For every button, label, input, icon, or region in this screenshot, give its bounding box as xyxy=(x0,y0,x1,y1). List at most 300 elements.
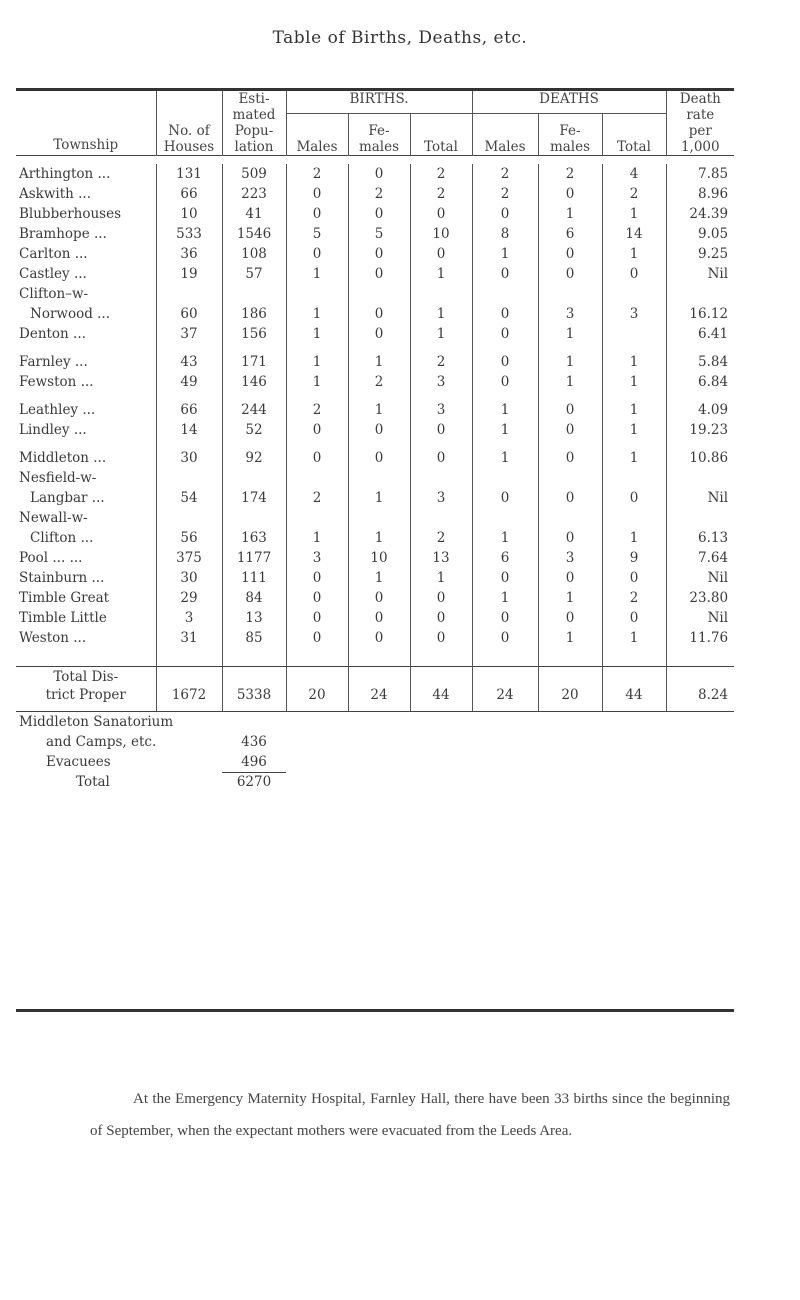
table-row xyxy=(16,164,734,184)
cell-d_m: 1 xyxy=(472,244,538,264)
spacer-cell xyxy=(16,440,156,448)
cell-d_m: 0 xyxy=(472,568,538,588)
cell-b_f: 0 xyxy=(348,628,410,648)
cell-b_t: 0 xyxy=(410,244,472,264)
cell-b_m: 1 xyxy=(286,528,348,548)
cell-houses: 14 xyxy=(156,420,222,440)
cell-rate: 10.86 xyxy=(689,450,729,466)
spacer-cell xyxy=(410,440,472,448)
empty-cell xyxy=(286,284,348,304)
cell-b_f: 0 xyxy=(348,324,410,344)
cell-rate: 6.41 xyxy=(698,326,729,342)
empty-cell xyxy=(156,284,222,304)
cell-b_t: 1 xyxy=(410,264,472,284)
cell-b_t: 3 xyxy=(410,372,472,392)
empty-cell xyxy=(410,468,472,488)
cell-houses: 19 xyxy=(156,264,222,284)
cell-d_t: 1 xyxy=(602,528,666,548)
cell-rate: 6.84 xyxy=(698,374,729,390)
spacer-cell xyxy=(222,648,286,667)
cell-pop: 13 xyxy=(222,608,286,628)
cell-b_t: 1 xyxy=(410,304,472,324)
cell-b_m: 1 xyxy=(286,304,348,324)
cell-b_t: 0 xyxy=(410,204,472,224)
cell-pop: 171 xyxy=(222,352,286,372)
header-births-total: Total xyxy=(410,113,472,155)
cell-rate: 8.96 xyxy=(698,186,729,202)
cell-houses: 533 xyxy=(156,224,222,244)
cell-houses: 37 xyxy=(156,324,222,344)
cell-rate: 9.05 xyxy=(698,226,729,242)
sanatorium-row xyxy=(16,712,734,733)
empty-cell xyxy=(222,468,286,488)
cell-d_f: 3 xyxy=(538,548,602,568)
empty-cell xyxy=(156,667,222,688)
cell-b_m: 0 xyxy=(286,448,348,468)
cell-b_f: 0 xyxy=(348,204,410,224)
cell-rate: Nil xyxy=(707,490,729,506)
cell-d_m: 0 xyxy=(472,352,538,372)
cell-rate: 23.80 xyxy=(689,590,729,606)
township-prefix-row xyxy=(16,284,734,304)
cell-houses: 375 xyxy=(156,548,222,568)
cell-b_t: 2 xyxy=(410,184,472,204)
spacer-cell xyxy=(222,440,286,448)
township-name: Pool ... ... xyxy=(16,548,156,568)
spacer-cell xyxy=(222,344,286,352)
table-row xyxy=(16,204,734,224)
table-row xyxy=(16,420,734,440)
cell-d_f: 0 xyxy=(538,264,602,284)
header-births-females-line1: Fe- xyxy=(368,123,390,139)
empty-cell xyxy=(222,284,286,304)
spacer-cell xyxy=(348,440,410,448)
spacer-cell xyxy=(472,440,538,448)
cell-houses: 131 xyxy=(156,164,222,184)
table-row xyxy=(16,324,734,344)
township-name: Castley ... xyxy=(16,264,156,284)
spacer-cell xyxy=(16,344,156,352)
empty-cell xyxy=(286,772,734,792)
spacer-cell xyxy=(16,648,156,667)
table-row xyxy=(16,488,734,508)
cell-d_t: 1 xyxy=(602,420,666,440)
table-row xyxy=(16,448,734,468)
header-death-rate-line1: Death xyxy=(679,91,721,107)
cell-houses: 66 xyxy=(156,400,222,420)
cell-b_t: 0 xyxy=(410,628,472,648)
table-row xyxy=(16,352,734,372)
empty-cell xyxy=(538,284,602,304)
cell-pop: 84 xyxy=(222,588,286,608)
cell-pop: 156 xyxy=(222,324,286,344)
spacer-cell xyxy=(16,392,156,400)
sanatorium-row-value xyxy=(222,712,286,733)
cell-d_t: 1 xyxy=(602,352,666,372)
cell-d_f: 0 xyxy=(538,420,602,440)
cell-b_m: 1 xyxy=(286,372,348,392)
note-text: At the Emergency Maternity Hospital, Farnley Hall, there have been 33 births since the beginning of September, when the expectant mothers were evacuated from the Leeds Area. xyxy=(90,1091,730,1139)
township-name: Middleton ... xyxy=(16,448,156,468)
cell-d_m: 6 xyxy=(472,548,538,568)
cell-rate: Nil xyxy=(707,570,729,586)
cell-pop: 92 xyxy=(222,448,286,468)
header-births: BIRTHS. xyxy=(286,91,472,113)
empty-cell xyxy=(602,508,666,528)
cell-b_f: 1 xyxy=(348,400,410,420)
empty-cell xyxy=(410,667,472,688)
township-name: Arthington ... xyxy=(16,164,156,184)
spacer-cell xyxy=(156,440,222,448)
total-pop: 5338 xyxy=(222,687,286,712)
table-row xyxy=(16,372,734,392)
spacer-cell xyxy=(286,648,348,667)
cell-pop: 509 xyxy=(222,164,286,184)
cell-b_m: 0 xyxy=(286,608,348,628)
cell-d_m: 1 xyxy=(472,588,538,608)
sanatorium-camps-row xyxy=(16,732,734,752)
township-prefix: Clifton–w- xyxy=(16,284,156,304)
cell-pop: 146 xyxy=(222,372,286,392)
township-name: Lindley ... xyxy=(16,420,156,440)
empty-cell xyxy=(472,468,538,488)
cell-d_m: 1 xyxy=(472,448,538,468)
cell-b_t: 10 xyxy=(410,224,472,244)
township-name: Bramhope ... xyxy=(16,224,156,244)
spacer-cell xyxy=(602,392,666,400)
township-name: Blubberhouses xyxy=(16,204,156,224)
table-row xyxy=(16,588,734,608)
cell-d_m: 1 xyxy=(472,400,538,420)
cell-pop: 85 xyxy=(222,628,286,648)
spacer-cell xyxy=(410,344,472,352)
cell-d_t: 1 xyxy=(602,204,666,224)
cell-houses: 29 xyxy=(156,588,222,608)
table-row xyxy=(16,244,734,264)
cell-d_t: 2 xyxy=(602,588,666,608)
total-b_m: 20 xyxy=(286,687,348,712)
cell-rate: 4.09 xyxy=(698,402,729,418)
cell-b_m: 1 xyxy=(286,324,348,344)
total-d_f: 20 xyxy=(538,687,602,712)
cell-b_t: 0 xyxy=(410,608,472,628)
empty-cell xyxy=(472,284,538,304)
cell-b_t: 1 xyxy=(410,568,472,588)
empty-cell xyxy=(472,667,538,688)
cell-b_t: 3 xyxy=(410,488,472,508)
cell-pop: 52 xyxy=(222,420,286,440)
empty-cell xyxy=(410,508,472,528)
table-row xyxy=(16,608,734,628)
header-births-males: Males xyxy=(286,113,348,155)
cell-d_f: 1 xyxy=(538,352,602,372)
cell-rate: 5.84 xyxy=(698,354,729,370)
cell-houses: 31 xyxy=(156,628,222,648)
spacer-cell xyxy=(410,392,472,400)
empty-cell xyxy=(222,667,286,688)
cell-pop: 163 xyxy=(222,528,286,548)
cell-d_t: 1 xyxy=(602,244,666,264)
township-name: Norwood ... xyxy=(16,304,156,324)
cell-b_m: 1 xyxy=(286,264,348,284)
spacer-cell xyxy=(156,344,222,352)
cell-d_f: 1 xyxy=(538,372,602,392)
empty-cell xyxy=(666,284,734,304)
cell-d_m: 2 xyxy=(472,164,538,184)
cell-b_f: 0 xyxy=(348,608,410,628)
cell-d_f: 3 xyxy=(538,304,602,324)
township-name: Askwith ... xyxy=(16,184,156,204)
cell-b_f: 1 xyxy=(348,568,410,588)
cell-b_f: 0 xyxy=(348,244,410,264)
cell-d_t: 1 xyxy=(602,628,666,648)
cell-d_m: 0 xyxy=(472,628,538,648)
cell-d_f: 0 xyxy=(538,244,602,264)
spacer-cell xyxy=(348,648,410,667)
cell-d_f: 0 xyxy=(538,400,602,420)
cell-d_f: 1 xyxy=(538,628,602,648)
cell-b_m: 0 xyxy=(286,628,348,648)
cell-b_m: 0 xyxy=(286,588,348,608)
cell-b_f: 0 xyxy=(348,264,410,284)
township-name: Weston ... xyxy=(16,628,156,648)
sanatorium-row-label: Middleton Sanatorium xyxy=(19,714,174,730)
township-name: Langbar ... xyxy=(16,488,156,508)
cell-d_m: 1 xyxy=(472,528,538,548)
cell-d_f: 6 xyxy=(538,224,602,244)
empty-cell xyxy=(348,284,410,304)
total-label-line2: trict Proper xyxy=(16,687,156,712)
spacer-cell xyxy=(538,392,602,400)
header-deaths-total: Total xyxy=(602,113,666,155)
cell-pop: 41 xyxy=(222,204,286,224)
cell-pop: 57 xyxy=(222,264,286,284)
cell-d_m: 0 xyxy=(472,204,538,224)
cell-b_m: 2 xyxy=(286,164,348,184)
spacer-cell xyxy=(286,440,348,448)
cell-d_t: 2 xyxy=(602,184,666,204)
sanatorium-camps-row-label: and Camps, etc. xyxy=(46,734,157,750)
empty-cell xyxy=(410,284,472,304)
cell-b_f: 2 xyxy=(348,184,410,204)
cell-b_f: 1 xyxy=(348,488,410,508)
township-name: Timble Little xyxy=(16,608,156,628)
total-houses: 1672 xyxy=(156,687,222,712)
cell-d_t: 4 xyxy=(602,164,666,184)
cell-b_t: 2 xyxy=(410,164,472,184)
spacer-cell xyxy=(602,440,666,448)
cell-b_m: 2 xyxy=(286,488,348,508)
cell-b_f: 0 xyxy=(348,588,410,608)
cell-b_m: 2 xyxy=(286,400,348,420)
township-name: Carlton ... xyxy=(16,244,156,264)
cell-pop: 244 xyxy=(222,400,286,420)
cell-b_f: 1 xyxy=(348,352,410,372)
empty-cell xyxy=(222,508,286,528)
header-births-females xyxy=(348,113,410,155)
cell-b_t: 0 xyxy=(410,448,472,468)
spacer-cell xyxy=(538,440,602,448)
table-row xyxy=(16,528,734,548)
total-d_t: 44 xyxy=(602,687,666,712)
empty-cell xyxy=(538,508,602,528)
cell-b_f: 0 xyxy=(348,164,410,184)
spacer-cell xyxy=(666,392,734,400)
cell-d_t xyxy=(602,324,666,344)
cell-rate: 19.23 xyxy=(689,422,729,438)
empty-cell xyxy=(286,667,348,688)
header-deaths-males: Males xyxy=(472,113,538,155)
evacuees-row xyxy=(16,752,734,772)
empty-cell xyxy=(602,468,666,488)
empty-cell xyxy=(472,508,538,528)
empty-cell xyxy=(602,284,666,304)
header-township: Township xyxy=(16,91,156,156)
spacer-cell xyxy=(538,648,602,667)
table-row xyxy=(16,184,734,204)
empty-cell xyxy=(286,508,348,528)
cell-b_t: 2 xyxy=(410,352,472,372)
cell-b_m: 0 xyxy=(286,184,348,204)
total-d_m: 24 xyxy=(472,687,538,712)
table-row xyxy=(16,264,734,284)
spacer-cell xyxy=(348,344,410,352)
table-row xyxy=(16,400,734,420)
cell-rate: 11.76 xyxy=(689,630,729,646)
table-bottom-rule xyxy=(16,1009,734,1012)
header-deaths-females-line2: males xyxy=(549,139,591,155)
township-name: Fewston ... xyxy=(16,372,156,392)
total-b_f: 24 xyxy=(348,687,410,712)
spacer-row xyxy=(16,344,734,352)
total-rate: 8.24 xyxy=(666,687,734,712)
cell-d_f: 0 xyxy=(538,608,602,628)
cell-d_m: 1 xyxy=(472,420,538,440)
cell-d_m: 0 xyxy=(472,324,538,344)
cell-b_m: 0 xyxy=(286,568,348,588)
cell-d_f: 1 xyxy=(538,588,602,608)
empty-cell xyxy=(286,752,734,772)
cell-rate: 6.13 xyxy=(698,530,729,546)
empty-cell xyxy=(156,508,222,528)
header-population-line4: lation xyxy=(234,139,274,155)
cell-b_f: 0 xyxy=(348,448,410,468)
cell-d_m: 0 xyxy=(472,372,538,392)
cell-b_t: 2 xyxy=(410,528,472,548)
empty-cell xyxy=(666,508,734,528)
cell-d_m: 8 xyxy=(472,224,538,244)
cell-rate: Nil xyxy=(707,610,729,626)
cell-b_t: 13 xyxy=(410,548,472,568)
spacer-cell xyxy=(602,344,666,352)
grand-total-row-value: 6270 xyxy=(236,774,272,791)
empty-cell xyxy=(538,667,602,688)
spacer-cell xyxy=(472,648,538,667)
cell-houses: 54 xyxy=(156,488,222,508)
cell-houses: 66 xyxy=(156,184,222,204)
cell-b_f: 0 xyxy=(348,420,410,440)
cell-rate: 9.25 xyxy=(698,246,729,262)
cell-d_t: 1 xyxy=(602,448,666,468)
births-deaths-table xyxy=(16,88,734,792)
cell-d_f: 0 xyxy=(538,184,602,204)
spacer-row xyxy=(16,440,734,448)
cell-houses: 30 xyxy=(156,568,222,588)
cell-d_t: 0 xyxy=(602,608,666,628)
cell-b_m: 0 xyxy=(286,420,348,440)
header-death-rate-line4: 1,000 xyxy=(680,139,720,155)
spacer-cell xyxy=(472,344,538,352)
cell-rate: 24.39 xyxy=(689,206,729,222)
cell-d_f: 1 xyxy=(538,204,602,224)
empty-cell xyxy=(286,732,734,752)
township-prefix-row xyxy=(16,468,734,488)
cell-pop: 108 xyxy=(222,244,286,264)
cell-b_f: 2 xyxy=(348,372,410,392)
cell-b_m: 5 xyxy=(286,224,348,244)
spacer-cell xyxy=(222,392,286,400)
township-prefix: Nesfield-w- xyxy=(16,468,156,488)
cell-houses: 10 xyxy=(156,204,222,224)
cell-houses: 3 xyxy=(156,608,222,628)
cell-d_m: 0 xyxy=(472,304,538,324)
cell-b_m: 0 xyxy=(286,244,348,264)
header-deaths-females xyxy=(538,113,602,155)
note-paragraph xyxy=(90,1083,730,1147)
cell-b_f: 10 xyxy=(348,548,410,568)
cell-d_t: 0 xyxy=(602,488,666,508)
table-row xyxy=(16,548,734,568)
empty-cell xyxy=(348,508,410,528)
township-prefix-row xyxy=(16,508,734,528)
cell-d_f: 0 xyxy=(538,448,602,468)
cell-d_f: 0 xyxy=(538,568,602,588)
cell-b_m: 1 xyxy=(286,352,348,372)
total-label-row xyxy=(16,667,734,688)
township-name: Farnley ... xyxy=(16,352,156,372)
cell-houses: 56 xyxy=(156,528,222,548)
spacer-cell xyxy=(666,440,734,448)
empty-cell xyxy=(286,468,348,488)
sanatorium-camps-row-value: 436 xyxy=(241,734,267,750)
spacer-row xyxy=(16,648,734,667)
empty-cell xyxy=(666,667,734,688)
header-population xyxy=(222,91,286,156)
cell-b_t: 1 xyxy=(410,324,472,344)
empty-cell xyxy=(666,468,734,488)
spacer-cell xyxy=(472,392,538,400)
cell-houses: 36 xyxy=(156,244,222,264)
cell-houses: 49 xyxy=(156,372,222,392)
cell-d_f: 0 xyxy=(538,528,602,548)
cell-d_t: 1 xyxy=(602,372,666,392)
spacer-cell xyxy=(156,648,222,667)
empty-cell xyxy=(538,468,602,488)
cell-rate: 16.12 xyxy=(689,306,729,322)
header-houses-line1: No. of xyxy=(168,123,210,139)
cell-b_t: 0 xyxy=(410,420,472,440)
cell-pop: 1177 xyxy=(222,548,286,568)
spacer-row xyxy=(16,392,734,400)
cell-d_t: 3 xyxy=(602,304,666,324)
cell-rate: 7.64 xyxy=(698,550,729,566)
cell-d_t: 0 xyxy=(602,264,666,284)
cell-d_m: 2 xyxy=(472,184,538,204)
township-name: Leathley ... xyxy=(16,400,156,420)
cell-rate: 7.85 xyxy=(698,166,729,182)
spacer-cell xyxy=(286,344,348,352)
header-death-rate xyxy=(666,91,734,156)
